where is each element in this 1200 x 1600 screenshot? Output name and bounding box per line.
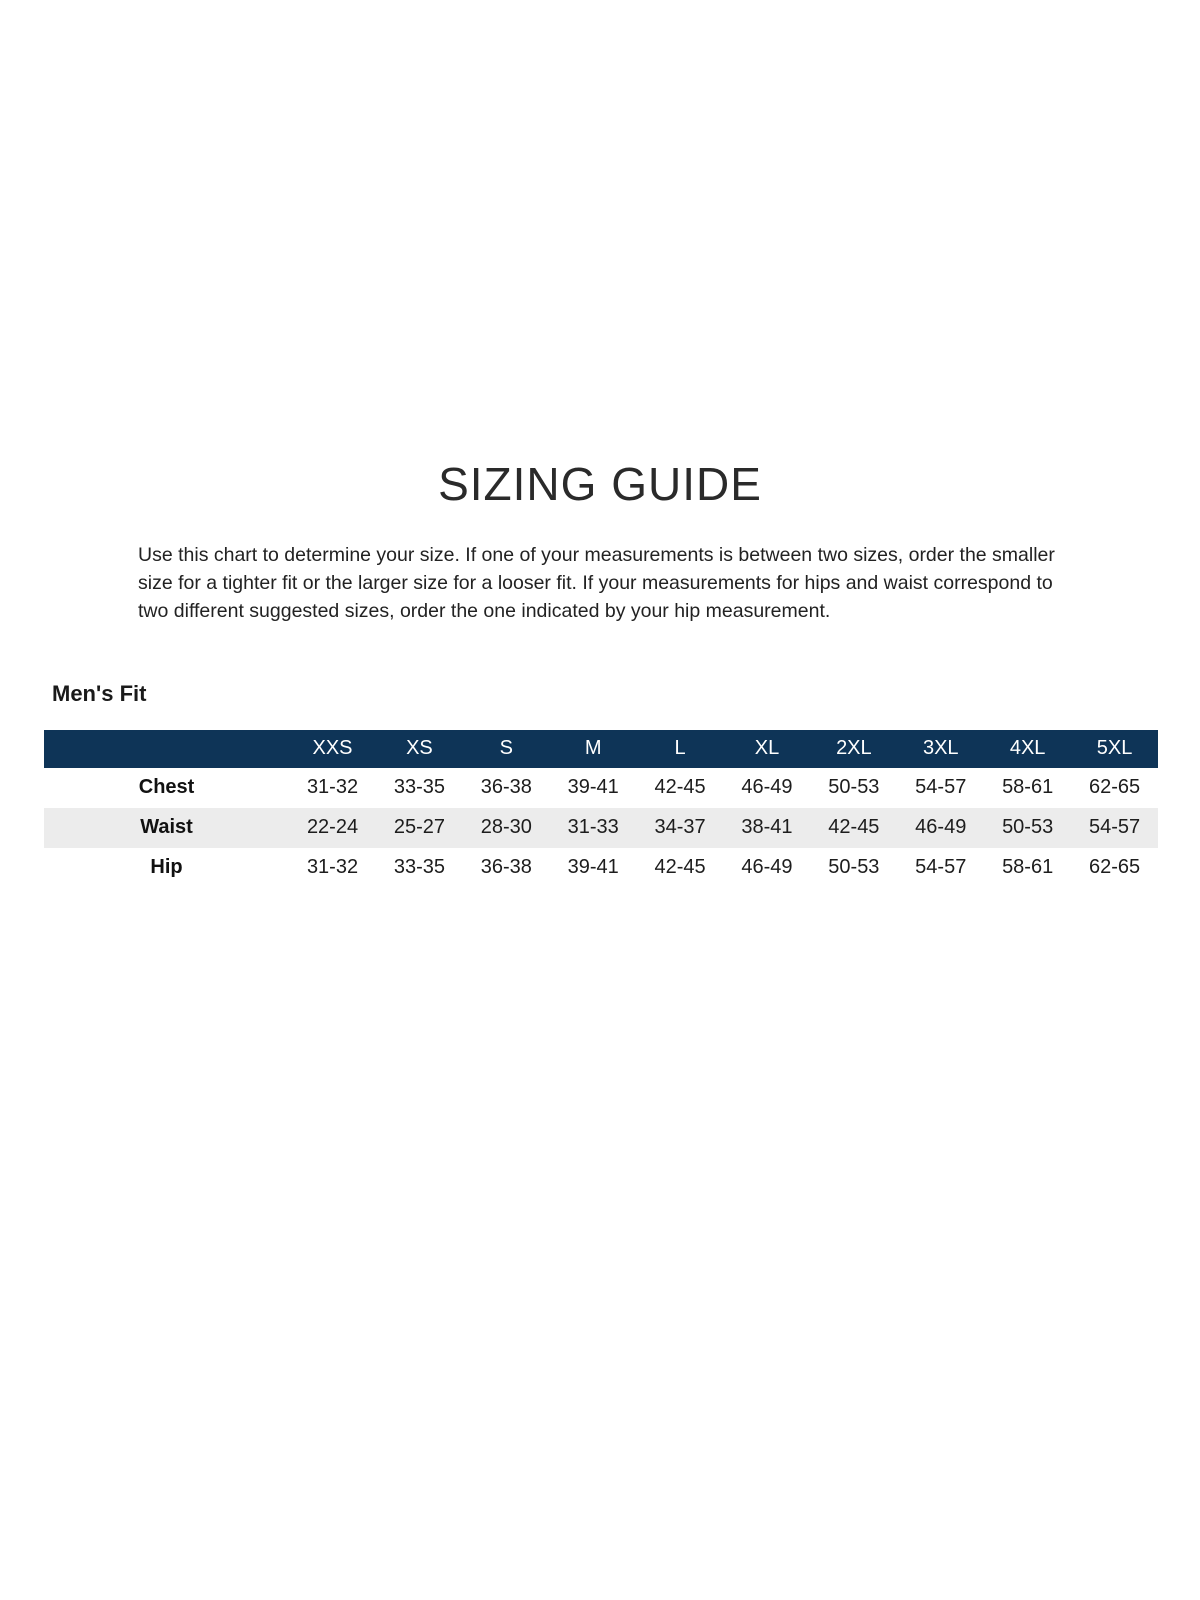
- cell-waist-s: 28-30: [480, 816, 532, 839]
- table-header-row: [44, 730, 1158, 768]
- cell-hip-xs: 33-35: [393, 856, 445, 879]
- section-label-mens-fit: Men's Fit: [52, 680, 147, 706]
- cell-waist-3xl: 46-49: [915, 816, 967, 839]
- row-label-hip: Hip: [150, 856, 183, 879]
- table-row-chest: [44, 768, 1158, 808]
- column-header-s: S: [463, 730, 550, 768]
- cell-waist-2xl: 42-45: [828, 816, 880, 839]
- column-header-3xl: 3XL: [897, 730, 984, 768]
- cell-waist-xxs: 22-24: [306, 816, 359, 839]
- cell-hip-3xl: 54-57: [915, 856, 967, 879]
- column-header-xxs: XXS: [289, 730, 376, 768]
- cell-chest-l: 42-45: [654, 776, 706, 799]
- cell-waist-4xl: 50-53: [1002, 816, 1054, 839]
- cell-hip-xl: 46-49: [741, 856, 793, 879]
- cell-chest-4xl: 58-61: [1002, 776, 1054, 799]
- cell-chest-3xl: 54-57: [915, 776, 967, 799]
- cell-hip-s: 36-38: [480, 856, 532, 879]
- cell-chest-5xl: 62-65: [1088, 776, 1141, 799]
- column-header-5xl: 5XL: [1071, 730, 1158, 768]
- column-header-4xl: 4XL: [984, 730, 1071, 768]
- cell-chest-2xl: 50-53: [828, 776, 880, 799]
- cell-hip-l: 42-45: [654, 856, 706, 879]
- cell-hip-2xl: 50-53: [828, 856, 880, 879]
- cell-chest-xl: 46-49: [741, 776, 793, 799]
- cell-chest-s: 36-38: [480, 776, 532, 799]
- page-title: SIZING GUIDE: [438, 458, 762, 510]
- cell-hip-4xl: 58-61: [1002, 856, 1054, 879]
- table-row-waist: [44, 808, 1158, 848]
- cell-waist-l: 34-37: [654, 816, 706, 839]
- sizing-table: [44, 730, 1158, 888]
- column-header-xl: XL: [724, 730, 811, 768]
- cell-hip-xxs: 31-32: [306, 856, 359, 879]
- cell-waist-xl: 38-41: [741, 816, 793, 839]
- row-label-chest: Chest: [138, 776, 195, 799]
- row-label-waist: Waist: [140, 816, 193, 839]
- cell-waist-xs: 25-27: [393, 816, 445, 839]
- column-header-l: L: [637, 730, 724, 768]
- column-header-m: M: [550, 730, 637, 768]
- header-corner-cell: [44, 730, 289, 768]
- intro-paragraph: Use this chart to determine your size. If one of your measurements is between two sizes, order the smaller size for a tighter fit or the larger size for a looser fit. If your measurements for hips and waist correspond to two different suggested sizes, order the one indicated by your hip measurement.: [138, 543, 1055, 622]
- column-header-2xl: 2XL: [810, 730, 897, 768]
- table-row-hip: [44, 848, 1158, 888]
- cell-chest-xs: 33-35: [393, 776, 445, 799]
- cell-waist-5xl: 54-57: [1088, 816, 1141, 839]
- cell-hip-m: 39-41: [567, 856, 619, 879]
- column-header-xs: XS: [376, 730, 463, 768]
- cell-hip-5xl: 62-65: [1088, 856, 1141, 879]
- cell-waist-m: 31-33: [567, 816, 619, 839]
- cell-chest-xxs: 31-32: [306, 776, 359, 799]
- cell-chest-m: 39-41: [567, 776, 619, 799]
